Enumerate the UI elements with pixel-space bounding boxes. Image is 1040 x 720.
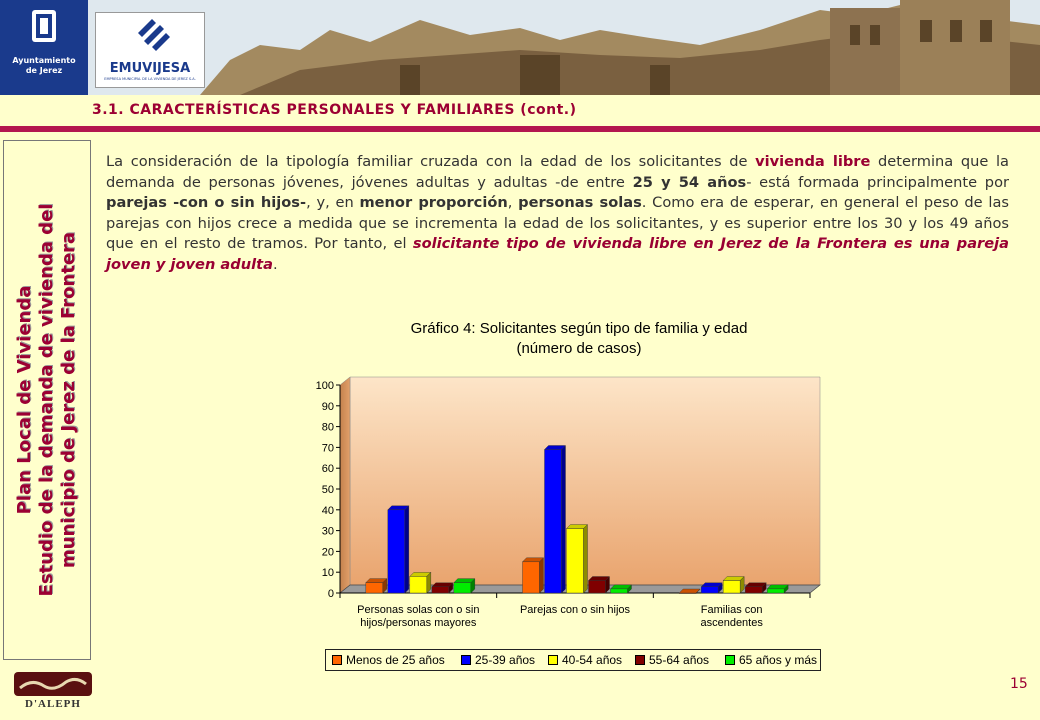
emuvijesa-logo-text: EMUVIJESA (109, 61, 191, 76)
bar (767, 589, 784, 593)
bar (432, 587, 449, 593)
chart-legend (325, 649, 821, 671)
emuvijesa-logo (95, 12, 205, 88)
legend-item (635, 653, 709, 667)
bar (723, 581, 740, 593)
body-bold-parejas: parejas -con o sin hijos- (106, 194, 307, 211)
bar (745, 587, 762, 593)
y-tick-label: 80 (321, 421, 334, 434)
chart-side-wall (340, 377, 350, 593)
jerez-logo-line2: de Jerez (25, 66, 63, 75)
category-label: Parejas con o sin hijos (519, 604, 631, 616)
body-text-1: La consideración de la tipología familiar cruzada con la edad de los solicitantes de (106, 153, 756, 170)
category-label: Familias con (700, 604, 763, 616)
y-tick-label: 50 (321, 484, 334, 496)
legend-item (332, 653, 445, 667)
category-label: hijos/personas mayores (360, 617, 477, 629)
bar-side (405, 506, 409, 593)
body-italic-conclusion: solicitante tipo de vivienda libre en Jerez de la Frontera es una pareja joven y joven adulta (106, 235, 1009, 273)
sidebar-title-line1: Plan Local de Vivienda (14, 285, 35, 515)
body-text-7: . (272, 255, 278, 273)
legend-item (461, 653, 535, 667)
legend-swatch (461, 655, 471, 665)
jerez-logo-line1: Ayuntamiento (12, 56, 76, 65)
legend-swatch (332, 655, 342, 665)
emuvijesa-logo-subtext: EMPRESA MUNICIPAL DE LA VIVIENDA DE JEREZ S.A. (104, 77, 196, 81)
category-label: ascendentes (700, 617, 763, 629)
sidebar-title-line3: municipio de Jerez de la Frontera (58, 231, 79, 569)
y-tick-label: 30 (321, 525, 334, 538)
sidebar-title-box (3, 140, 91, 660)
body-bold-menor-proporcion: menor proporción (359, 194, 508, 211)
legend-item (725, 653, 817, 667)
legend-label: 65 años y más (739, 653, 818, 667)
y-tick-label: 70 (321, 442, 334, 455)
bar-side (584, 525, 588, 593)
sidebar-title (14, 150, 80, 650)
section-title: 3.1. CARACTERÍSTICAS PERSONALES Y FAMILIARES (cont.) (92, 102, 577, 118)
bar (567, 529, 584, 593)
body-paragraph (106, 152, 1009, 275)
legend-swatch (635, 655, 645, 665)
body-bold-age-range: 25 y 54 años (632, 173, 747, 191)
bar (366, 583, 383, 593)
y-tick-label: 10 (321, 567, 334, 580)
legend-item (548, 653, 622, 667)
category-label: Personas solas con o sin (357, 604, 480, 616)
legend-swatch (725, 655, 735, 665)
header-divider (0, 126, 1040, 132)
legend-label: Menos de 25 años (346, 653, 445, 667)
daleph-logo-text: D'ALEPH (25, 698, 81, 710)
daleph-logo (10, 670, 96, 712)
y-tick-label: 40 (321, 504, 334, 517)
y-tick-label: 100 (315, 380, 334, 392)
bar (545, 449, 562, 593)
bar (589, 581, 606, 593)
bar (701, 587, 718, 593)
legend-label: 40-54 años (562, 653, 623, 667)
y-tick-label: 90 (321, 400, 334, 413)
page-number: 15 (1010, 676, 1028, 692)
bar-side (540, 558, 544, 593)
body-bold-personas-solas: personas solas (518, 194, 642, 211)
bar-side (562, 445, 566, 593)
bar-chart (300, 308, 860, 678)
chart-title: Gráfico 4: Solicitantes según tipo de familia y edad (410, 320, 748, 337)
chart-subtitle: (número de casos) (516, 340, 642, 357)
bar (388, 510, 405, 593)
y-tick-label: 0 (327, 588, 334, 600)
y-tick-label: 60 (321, 463, 334, 476)
body-text-4: , y, en (306, 194, 360, 211)
y-tick-label: 20 (321, 546, 334, 559)
legend-label: 55-64 años (649, 653, 710, 667)
legend-swatch (548, 655, 558, 665)
body-text-6: . Como era de esperar, en general el peso de las parejas con hijos crece a medida que se incrementa la edad de los solicitantes, y es superior entre los 30 y los 49 años que en el resto de tramos. Por tanto, el (106, 194, 1010, 252)
legend-label: 25-39 años (475, 653, 536, 667)
body-bold-vivienda-libre: vivienda libre (755, 153, 871, 170)
bar (611, 589, 628, 593)
ayuntamiento-jerez-logo (0, 0, 88, 95)
bar (454, 583, 471, 593)
bar (410, 576, 427, 593)
body-text-5: , (507, 194, 519, 211)
body-text-2: determina que la demanda de personas jóvenes, jóvenes adultas y adultas -de entre (106, 153, 1009, 191)
body-text-3: - está formada principalmente por (746, 173, 1009, 191)
header-banner (0, 0, 1040, 95)
bar (523, 562, 540, 593)
sidebar-title-line2: Estudio de la demanda de vivienda del (36, 203, 57, 597)
